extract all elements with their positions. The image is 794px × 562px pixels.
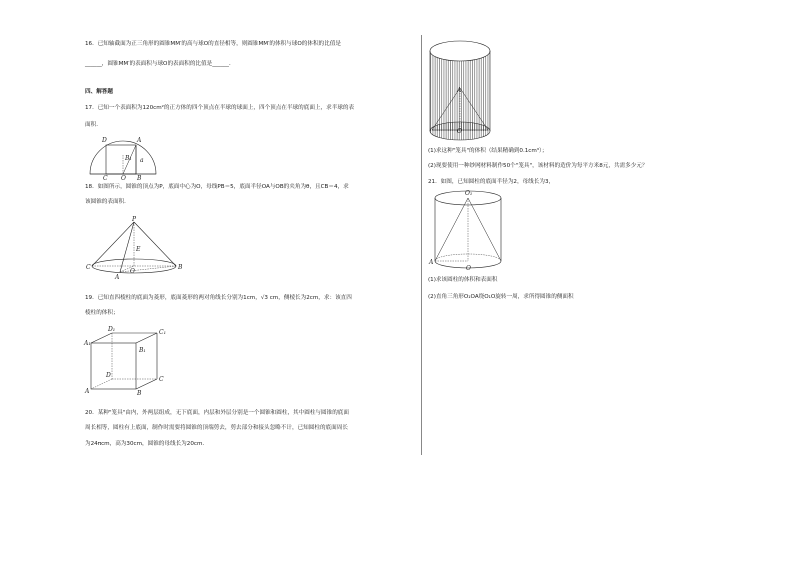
label-a: a <box>140 157 144 164</box>
label-P: P <box>132 216 137 223</box>
section-heading: 四、解答题 <box>85 89 113 95</box>
label-C: C <box>103 175 108 182</box>
cone-figure <box>86 216 188 281</box>
q21-line1: 21．如图，已知圆柱的底面半径为2，母线长为3， <box>428 179 555 185</box>
label-O: O <box>457 128 462 135</box>
label-A: A <box>429 259 434 266</box>
q19-line1: 19．已知直四棱柱的底面为菱形，底面菱形的两对角线长分别为1cm，√3 cm，侧棱长为2cm，求：该直四 <box>85 295 352 301</box>
semicircle-figure <box>85 132 160 182</box>
label-B1: B₁ <box>125 155 132 162</box>
column-divider <box>421 35 422 455</box>
q21-sub2: (2)直角三角形O₁OA绕O₁O旋转一周，求所得圆锥的侧面积 <box>428 294 574 300</box>
label-D1: D₁ <box>108 326 116 333</box>
q21-sub1: (1)求该圆柱的体积和表面积 <box>428 277 498 283</box>
cylinder-figure <box>428 188 508 273</box>
q20-line1: 20．某种"笼具"由内，外两层组成，无下底面，内层和外层分别是一个圆锥和圆柱，其中圆柱与圆锥的底面 <box>85 410 349 416</box>
q20-sub2: (2)现要使用一种纱网材料制作50个"笼具"，该材料的造价为每平方米8元，共需多少元？ <box>428 163 648 169</box>
label-O: O <box>466 265 471 272</box>
label-A: A <box>457 87 462 94</box>
prism-figure <box>82 323 167 397</box>
label-C: C <box>86 264 91 271</box>
q18-line1: 18．如图所示，圆锥的顶点为P，底面中心为O，母线PB＝5，底面半径OA与OB的夹角为θ，且CB＝4，求 <box>85 184 349 190</box>
label-D: D <box>102 137 107 144</box>
label-O: O <box>130 268 135 275</box>
label-B: B <box>137 390 142 397</box>
label-C: C <box>159 376 164 383</box>
label-E: E <box>136 246 141 253</box>
cage-figure <box>428 38 493 143</box>
label-B1: B₁ <box>139 347 146 354</box>
label-A1: A₁ <box>84 340 91 347</box>
label-A: A <box>115 274 120 281</box>
label-C1: C₁ <box>159 329 166 336</box>
q18-line2: 该圆锥的表面积． <box>85 199 130 205</box>
q19-line2: 棱柱的体积； <box>85 310 119 316</box>
label-O1: O₁ <box>465 190 473 197</box>
label-A: A <box>137 137 142 144</box>
label-B: B <box>178 264 183 271</box>
q20-line3: 为24πcm，高为30cm，圆锥的母线长为20cm． <box>85 441 209 447</box>
label-O: O <box>121 175 126 182</box>
label-D: D <box>106 372 111 379</box>
q20-sub1: (1)求这种"笼具"的体积（结果精确到0.1cm³）； <box>428 148 548 154</box>
q16-line1: 16．已知轴截面为正三角形的圆锥MM′的高与球O的直径相等，则圆锥MM′的体积与球O的体积的比值是 <box>85 41 341 47</box>
label-B: B <box>137 175 142 182</box>
q16-line2: ______，圆锥MM′的表面积与球O的表面积的比值是______． <box>85 61 235 67</box>
q17-line1: 17．已知一个表面积为120cm²的正方体的四个顶点在半球的球面上，四个顶点在半球的底面上，求半球的表 <box>85 105 355 111</box>
label-A: A <box>85 388 90 395</box>
q17-line2: 面积． <box>85 122 102 128</box>
q20-line2: 周长相等，圆柱有上底面，制作时需要将圆锥的顶端剪去，剪去部分和接头忽略不计，已知圆柱的底面周长 <box>85 425 348 431</box>
